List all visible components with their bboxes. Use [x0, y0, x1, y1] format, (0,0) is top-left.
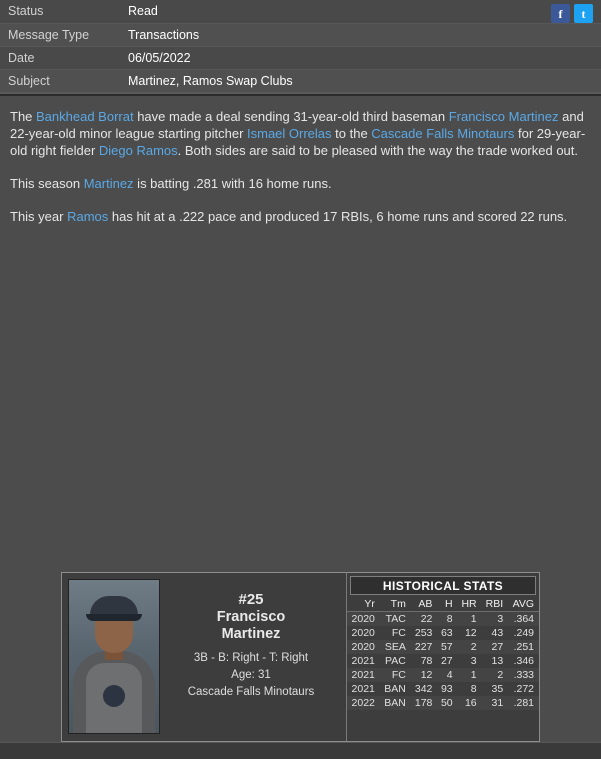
- stats-cell: SEA: [380, 640, 411, 654]
- text-fragment: This year: [10, 208, 68, 224]
- stats-cell: 35: [482, 682, 509, 696]
- text-fragment: for 29-year-old right fielder: [10, 125, 586, 158]
- meta-value-message-type: Transactions: [120, 23, 601, 46]
- stats-cell: 63: [437, 626, 457, 640]
- stats-cell: 50: [437, 696, 457, 710]
- text-fragment: have made a deal sending 31-year-old third baseman: [133, 108, 449, 124]
- player-team: Cascade Falls Minotaurs: [187, 686, 315, 698]
- article-body: [0, 96, 601, 225]
- stats-cell: 178: [411, 696, 438, 710]
- player-number: #25: [238, 591, 264, 608]
- text-fragment: and 22-year-old minor league starting pitcher: [10, 108, 584, 141]
- player-card-left: [62, 573, 347, 741]
- stats-cell: 8: [458, 682, 482, 696]
- stats-cell: 2: [482, 668, 509, 682]
- bottom-status-bar: [0, 742, 601, 759]
- stats-cell: .281: [508, 696, 539, 710]
- stats-cell: 3: [458, 654, 482, 668]
- stats-cell: .333: [508, 668, 539, 682]
- stats-cell: 16: [458, 696, 482, 710]
- stats-header-h: H: [437, 597, 457, 612]
- link-player-ramos[interactable]: Ramos: [67, 208, 109, 224]
- meta-value-status: Read: [120, 0, 601, 23]
- player-first-name: Francisco: [216, 609, 286, 625]
- historical-stats-title: HISTORICAL STATS: [350, 576, 536, 595]
- stats-cell: .272: [508, 682, 539, 696]
- article-paragraph-3: [10, 208, 591, 225]
- player-card: [61, 572, 540, 742]
- player-photo: [68, 579, 160, 734]
- stats-header-yr: Yr: [347, 597, 380, 612]
- table-row: [347, 696, 539, 710]
- text-fragment: to the: [331, 125, 372, 141]
- stats-cell: BAN: [380, 696, 411, 710]
- stats-cell: 1: [458, 668, 482, 682]
- stats-cell: PAC: [380, 654, 411, 668]
- stats-cell: 2021: [347, 668, 380, 682]
- stats-cell: 93: [437, 682, 457, 696]
- player-last-name: Martinez: [221, 626, 281, 642]
- meta-label-date: Date: [0, 46, 120, 69]
- link-team-bankhead-borrat[interactable]: Bankhead Borrat: [36, 108, 134, 124]
- twitter-share-icon[interactable]: t: [574, 4, 593, 23]
- text-fragment: has hit at a .222 pace and produced 17 RBIs, 6 home runs and scored 22 runs.: [108, 208, 568, 224]
- stats-cell: 31: [482, 696, 509, 710]
- stats-cell: 78: [411, 654, 438, 668]
- link-player-francisco-martinez[interactable]: Francisco Martinez: [448, 108, 559, 124]
- table-row: [347, 626, 539, 640]
- stats-cell: 253: [411, 626, 438, 640]
- meta-row-subject: [0, 69, 601, 92]
- stats-header-avg: AVG: [508, 597, 539, 612]
- historical-stats-table: [347, 597, 539, 710]
- photo-team-logo: [103, 685, 125, 707]
- stats-cell: 4: [437, 668, 457, 682]
- text-fragment: . Both sides are said to be pleased with the way the trade worked out.: [177, 142, 579, 158]
- stats-cell: .364: [508, 612, 539, 627]
- stats-cell: FC: [380, 668, 411, 682]
- stats-cell: TAC: [380, 612, 411, 627]
- stats-cell: 43: [482, 626, 509, 640]
- stats-cell: .346: [508, 654, 539, 668]
- player-card-right: [347, 573, 539, 741]
- player-age: Age: 31: [231, 669, 271, 681]
- meta-value-date: 06/05/2022: [120, 46, 601, 69]
- article-paragraph-1: [10, 108, 591, 159]
- stats-header-tm: Tm: [380, 597, 411, 612]
- stats-cell: 8: [437, 612, 457, 627]
- link-player-martinez[interactable]: Martinez: [83, 175, 134, 191]
- meta-row-message-type: [0, 23, 601, 46]
- stats-cell: 13: [482, 654, 509, 668]
- social-share-buttons: [551, 4, 593, 23]
- facebook-share-icon[interactable]: f: [551, 4, 570, 23]
- text-fragment: The: [10, 108, 37, 124]
- stats-cell: 27: [437, 654, 457, 668]
- stats-cell: .251: [508, 640, 539, 654]
- article-paragraph-2: [10, 175, 591, 192]
- table-row: [347, 668, 539, 682]
- link-player-ismael-orrelas[interactable]: Ismael Orrelas: [247, 125, 332, 141]
- table-row: [347, 640, 539, 654]
- link-player-diego-ramos[interactable]: Diego Ramos: [98, 142, 178, 158]
- stats-cell: FC: [380, 626, 411, 640]
- stats-cell: 3: [482, 612, 509, 627]
- meta-label-message-type: Message Type: [0, 23, 120, 46]
- stats-cell: .249: [508, 626, 539, 640]
- stats-cell: 2020: [347, 626, 380, 640]
- player-position-bats-throws: 3B - B: Right - T: Right: [193, 652, 309, 664]
- table-row: [347, 682, 539, 696]
- stats-cell: BAN: [380, 682, 411, 696]
- meta-row-status: [0, 0, 601, 23]
- stats-cell: 57: [437, 640, 457, 654]
- link-team-cascade-falls-minotaurs[interactable]: Cascade Falls Minotaurs: [371, 125, 515, 141]
- stats-header-hr: HR: [458, 597, 482, 612]
- stats-cell: 22: [411, 612, 438, 627]
- table-row: [347, 612, 539, 627]
- stats-header-rbi: RBI: [482, 597, 509, 612]
- stats-cell: 2021: [347, 682, 380, 696]
- stats-cell: 12: [411, 668, 438, 682]
- meta-label-subject: Subject: [0, 69, 120, 92]
- text-fragment: This season: [10, 175, 84, 191]
- stats-cell: 27: [482, 640, 509, 654]
- message-meta-table: [0, 0, 601, 93]
- meta-label-status: Status: [0, 0, 120, 23]
- stats-cell: 2022: [347, 696, 380, 710]
- stats-header-ab: AB: [411, 597, 438, 612]
- player-card-info: [160, 579, 342, 737]
- stats-cell: 1: [458, 612, 482, 627]
- meta-value-subject: Martinez, Ramos Swap Clubs: [120, 69, 601, 92]
- stats-cell: 227: [411, 640, 438, 654]
- photo-cap-brim: [86, 614, 142, 621]
- stats-cell: 2020: [347, 612, 380, 627]
- stats-cell: 2: [458, 640, 482, 654]
- stats-cell: 12: [458, 626, 482, 640]
- stats-header-row: [347, 597, 539, 612]
- meta-row-date: [0, 46, 601, 69]
- stats-cell: 2020: [347, 640, 380, 654]
- stats-cell: 2021: [347, 654, 380, 668]
- text-fragment: is batting .281 with 16 home runs.: [133, 175, 332, 191]
- table-row: [347, 654, 539, 668]
- stats-cell: 342: [411, 682, 438, 696]
